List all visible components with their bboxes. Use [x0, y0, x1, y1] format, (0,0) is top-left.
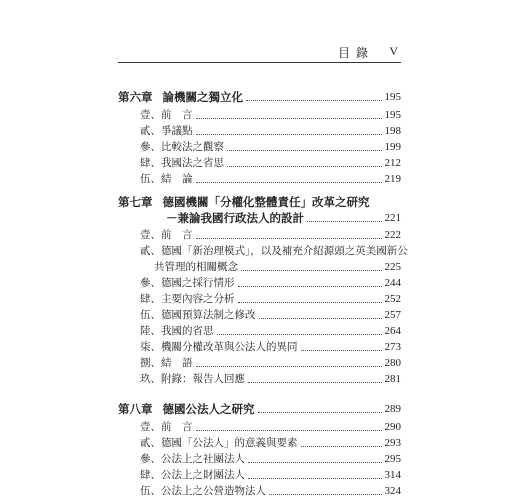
- dot-leader: [258, 411, 382, 413]
- chapter-8-entry[interactable]: [118, 400, 401, 416]
- page-number: 222: [384, 229, 401, 241]
- section-title: 肆、公法上之財團法人: [140, 469, 245, 481]
- section-title: 貳、爭議點: [140, 125, 193, 137]
- section-title: 參、比較法之觀察: [140, 141, 224, 153]
- dot-leader: [196, 237, 382, 239]
- chapter-7-entry[interactable]: [118, 193, 401, 209]
- toc-section-entry[interactable]: [118, 418, 401, 434]
- section-title: 參、公法上之社團法人: [140, 453, 245, 465]
- page-number: 314: [384, 469, 401, 481]
- section-title: 柒、機關分權改革與公法人的異同: [140, 341, 298, 353]
- page-number: 195: [384, 109, 401, 121]
- section-title: 肆、我國法之省思: [140, 157, 224, 169]
- page-number: 221: [384, 212, 401, 224]
- section-title: 共管理的相關概念: [154, 261, 238, 273]
- toc-section-entry[interactable]: [118, 306, 401, 322]
- dot-leader: [269, 493, 382, 495]
- dot-leader: [248, 477, 382, 479]
- toc-section-entry[interactable]: [118, 242, 408, 258]
- page-number: 244: [384, 277, 401, 289]
- dot-leader: [196, 117, 382, 119]
- header-title: 目錄: [337, 46, 374, 60]
- toc-section-entry[interactable]: [118, 434, 401, 450]
- toc-section-entry[interactable]: [118, 338, 401, 354]
- dot-leader: [238, 285, 382, 287]
- page-number: 273: [384, 341, 401, 353]
- dot-leader: [217, 333, 382, 335]
- toc-section-entry[interactable]: [118, 322, 401, 338]
- page-number: 212: [384, 157, 401, 169]
- chapter-title: 德國機關「分權化整體責任」改革之研究: [162, 195, 370, 209]
- chapter-subtitle: －兼論我國行政法人的設計: [166, 211, 304, 225]
- dot-leader: [248, 461, 382, 463]
- dot-leader: [241, 269, 382, 271]
- chapter-label: 第八章: [118, 402, 153, 416]
- page-number: 199: [384, 141, 401, 153]
- dot-leader: [196, 181, 382, 183]
- section-title: 伍、德國預算法制之修改: [140, 309, 256, 321]
- page-number: 324: [384, 485, 401, 497]
- section-title: 壹、前 言: [140, 229, 193, 241]
- page-number: 195: [384, 91, 401, 103]
- dot-leader: [227, 165, 382, 167]
- dot-leader: [196, 429, 382, 431]
- toc-section-entry[interactable]: [118, 354, 401, 370]
- toc-section-entry[interactable]: [118, 226, 401, 242]
- page-number: 280: [384, 357, 401, 369]
- toc-section-entry[interactable]: [118, 154, 401, 170]
- toc-section-entry[interactable]: [118, 466, 401, 482]
- toc-section-continuation[interactable]: [118, 258, 401, 274]
- dot-leader: [307, 220, 382, 222]
- section-title: 壹、前 言: [140, 421, 193, 433]
- toc-section-entry[interactable]: [118, 370, 401, 386]
- toc-section-entry[interactable]: [118, 170, 401, 186]
- dot-leader: [246, 99, 382, 101]
- page-number: 295: [384, 453, 401, 465]
- header-rule: [118, 62, 401, 63]
- toc-section-entry[interactable]: [118, 122, 401, 138]
- dot-leader: [301, 445, 382, 447]
- section-title: 肆、主要內容之分析: [140, 293, 235, 305]
- chapter-7-subtitle-entry[interactable]: [118, 209, 401, 225]
- section-title: 壹、前 言: [140, 109, 193, 121]
- page-number: 252: [384, 293, 401, 305]
- chapter-label: 第六章: [118, 90, 153, 104]
- toc-section-entry[interactable]: [118, 450, 401, 466]
- page-number: 219: [384, 173, 401, 185]
- chapter-title: 德國公法人之研究: [162, 402, 255, 416]
- section-title: 陸、我國的省思: [140, 325, 214, 337]
- chapter-6-entry[interactable]: [118, 88, 401, 104]
- dot-leader: [196, 365, 382, 367]
- header-page-number: V: [389, 44, 398, 58]
- section-title: 貳、德國「新治理模式」，以及補充介紹源頭之英美國新公: [140, 245, 408, 257]
- dot-leader: [259, 317, 382, 319]
- toc-section-entry[interactable]: [118, 274, 401, 290]
- page-number: 257: [384, 309, 401, 321]
- page-number: 281: [384, 373, 401, 385]
- dot-leader: [238, 301, 382, 303]
- toc-section-entry[interactable]: [118, 482, 401, 498]
- chapter-title: 論機關之獨立化: [162, 90, 243, 104]
- page-number: 290: [384, 421, 401, 433]
- section-title: 捌、結 語: [140, 357, 193, 369]
- running-header: [118, 44, 398, 60]
- page-number: 293: [384, 437, 401, 449]
- toc-section-entry[interactable]: [118, 138, 401, 154]
- page-number: 198: [384, 125, 401, 137]
- dot-leader: [227, 149, 382, 151]
- section-title: 伍、公法上之公營造物法人: [140, 485, 266, 497]
- section-title: 貳、德國「公法人」的意義與要素: [140, 437, 298, 449]
- toc-section-entry[interactable]: [118, 106, 401, 122]
- toc-section-entry[interactable]: [118, 290, 401, 306]
- page-number: 264: [384, 325, 401, 337]
- dot-leader: [248, 381, 382, 383]
- chapter-label: 第七章: [118, 195, 153, 209]
- dot-leader: [196, 133, 382, 135]
- section-title: 伍、結 論: [140, 173, 193, 185]
- page-number: 225: [384, 261, 401, 273]
- section-title: 玖、附錄：報告人回應: [140, 373, 245, 385]
- dot-leader: [301, 349, 382, 351]
- page-number: 289: [384, 403, 401, 415]
- section-title: 參、德國之採行情形: [140, 277, 235, 289]
